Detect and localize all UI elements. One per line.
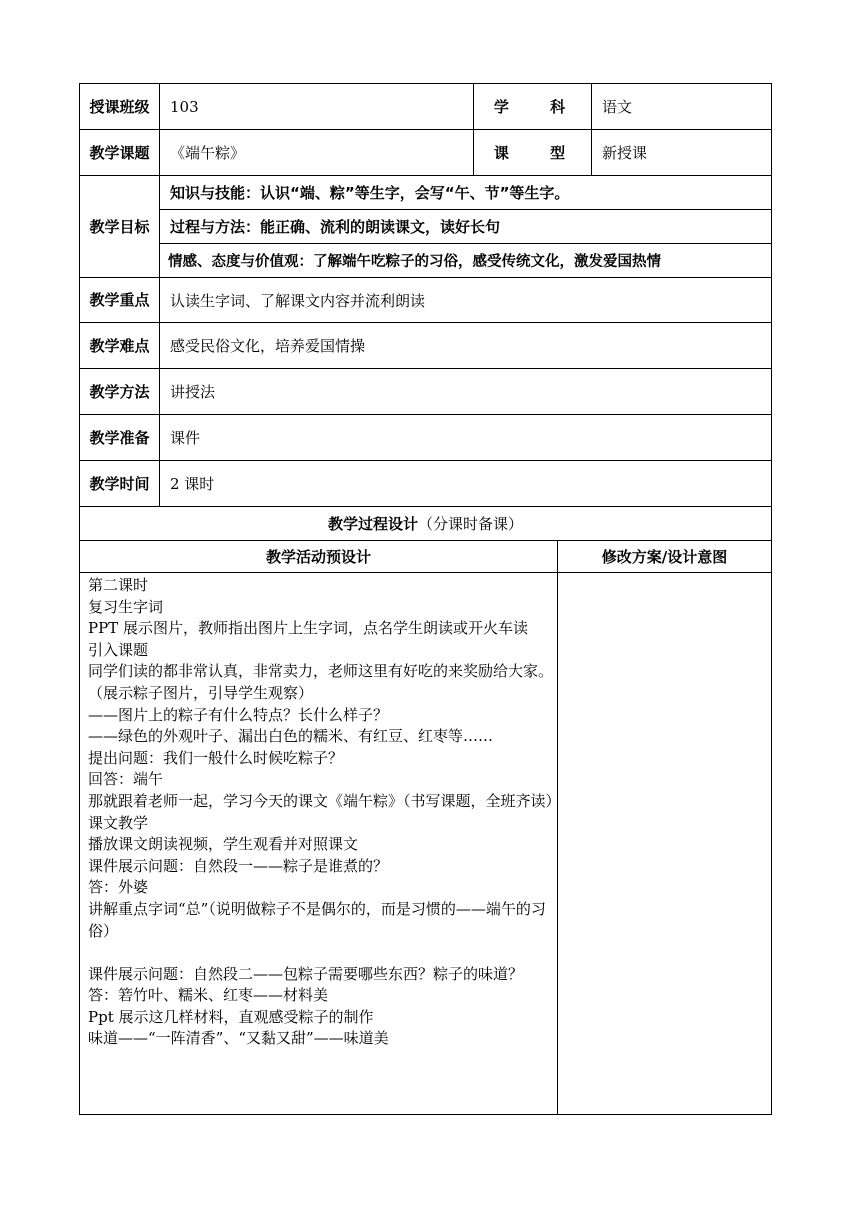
key-point-label: 教学重点: [80, 278, 160, 323]
process-line: 那就跟着老师一起，学习今天的课文《端午粽》（书写课题，全班齐读）: [88, 791, 561, 810]
process-line: ——绿色的外观叶子、漏出白色的糯米、有红豆、红枣等……: [88, 727, 494, 746]
process-line: 味道——“一阵清香”、“又黏又甜”——味道美: [88, 1029, 389, 1048]
key-point-row: [80, 278, 772, 323]
time-label: 教学时间: [80, 461, 160, 507]
topic-label: 教学课题: [80, 130, 160, 176]
lesson-type-value: 新授课: [592, 130, 772, 176]
preparation-label: 教学准备: [80, 415, 160, 461]
process-title-note: （分课时备课）: [418, 515, 524, 533]
objective-row-1: [80, 176, 772, 210]
subject-label: 学 科: [474, 84, 592, 130]
time-value: 2 课时: [160, 461, 772, 507]
process-line: 播放课文朗读视频，学生观看并对照课文: [88, 835, 359, 854]
objective-process: 过程与方法：能正确、流利的朗读课文，读好长句: [160, 210, 772, 244]
process-body-row: [80, 573, 772, 1115]
process-line: 课件展示问题：自然段二——包粽子需要哪些东西？粽子的味道？: [88, 964, 524, 983]
revision-column-header: 修改方案/设计意图: [558, 541, 772, 573]
process-line: 课件展示问题：自然段一——粽子是谁煮的？: [88, 856, 389, 875]
method-row: [80, 369, 772, 415]
class-value: 103: [160, 84, 474, 130]
process-line: 引入课题: [88, 640, 149, 659]
objective-knowledge: 知识与技能：认识“端、粽”等生字，会写“午、节”等生字。: [160, 176, 772, 210]
process-title: [80, 507, 772, 541]
process-line: 讲解重点字词“总”（说明做粽子不是偶尔的，而是习惯的——端午的习俗）: [88, 899, 546, 940]
activity-content: [80, 573, 561, 1115]
objective-row-2: [80, 210, 772, 244]
revision-content: [558, 573, 772, 1115]
lesson-plan-table: [79, 83, 771, 1115]
process-line: 同学们读的都非常认真，非常卖力，老师这里有好吃的来奖励给大家。: [88, 662, 554, 681]
activity-column-header: 教学活动预设计: [80, 541, 558, 573]
method-value: 讲授法: [160, 369, 772, 415]
process-title-row: [80, 507, 772, 541]
method-label: 教学方法: [80, 369, 160, 415]
process-line: 提出问题：我们一般什么时候吃粽子？: [88, 748, 344, 767]
process-line-blank: [88, 942, 557, 964]
subject-value: 语文: [592, 84, 772, 130]
process-line: 答：箬竹叶、糯米、红枣——材料美: [88, 986, 329, 1005]
process-line: Ppt 展示这几样材料，直观感受粽子的制作: [88, 1007, 374, 1026]
time-row: [80, 461, 772, 507]
process-line: 回答：端午: [88, 770, 164, 789]
topic-value: 《端午粽》: [160, 130, 474, 176]
key-point-value: 认读生字词、了解课文内容并流利朗读: [160, 278, 772, 323]
process-line: 课文教学: [88, 813, 149, 832]
difficulty-label: 教学难点: [80, 323, 160, 369]
objectives-label: 教学目标: [80, 176, 160, 278]
process-header-row: [80, 541, 772, 573]
difficulty-value: 感受民俗文化，培养爱国情操: [160, 323, 772, 369]
class-row: [80, 84, 772, 130]
process-line: 第二课时: [88, 576, 149, 594]
class-label: 授课班级: [80, 84, 160, 130]
lesson-type-label: 课 型: [474, 130, 592, 176]
process-line: ——图片上的粽子有什么特点？长什么样子？: [88, 705, 389, 724]
objective-emotion: 情感、态度与价值观：了解端午吃粽子的习俗，感受传统文化，激发爱国热情: [160, 244, 772, 278]
process-line: PPT 展示图片，教师指出图片上生字词，点名学生朗读或开火车读: [88, 619, 528, 638]
difficulty-row: [80, 323, 772, 369]
preparation-value: 课件: [160, 415, 772, 461]
process-title-bold: 教学过程设计: [327, 515, 418, 533]
preparation-row: [80, 415, 772, 461]
process-line: 复习生字词: [88, 597, 164, 616]
process-line: 答：外婆: [88, 878, 149, 897]
objective-row-3: [80, 244, 772, 278]
process-line: （展示粽子图片，引导学生观察）: [88, 683, 314, 702]
topic-row: [80, 130, 772, 176]
